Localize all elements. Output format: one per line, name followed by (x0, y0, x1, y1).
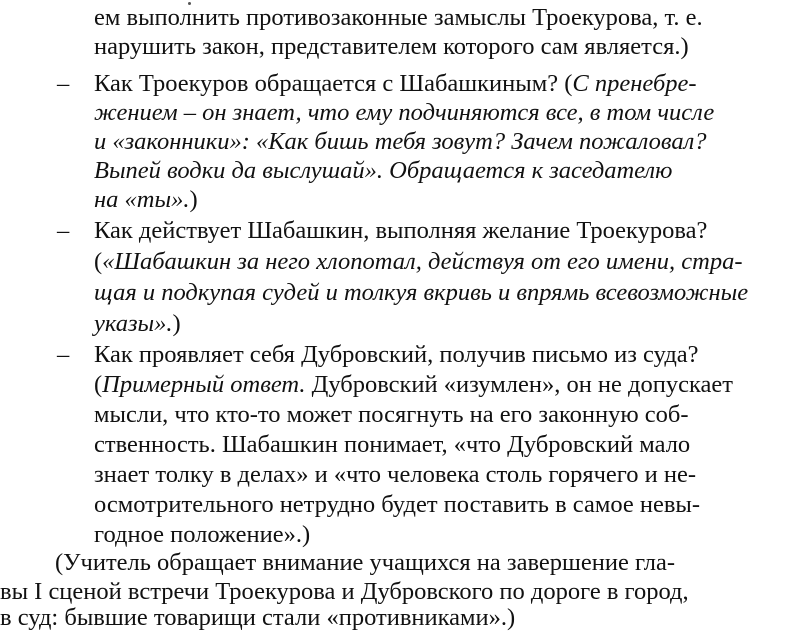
text-segment: в суд: бывшие товарищи стали «противниками».) (0, 604, 516, 631)
text-line (94, 3, 703, 32)
text-segment: вы I сценой встречи Троекурова и Дубровского по дороге в город, (0, 578, 689, 605)
answer-line (94, 309, 181, 338)
text-segment: ) (189, 186, 198, 213)
answer-line (94, 127, 707, 156)
text-line (94, 32, 689, 61)
text-segment: Дубровский «изумлен», он не допускает (305, 371, 733, 398)
italic-text: и «законники»: «Как бишь тебя зовут? Зачем пожаловал? (94, 128, 707, 155)
italic-text: жением – он знает, что ему подчиняются все, в том числе (94, 99, 715, 126)
italic-text: на «ты». (94, 186, 190, 213)
question-line (94, 340, 699, 369)
answer-line (94, 156, 672, 185)
text-segment: ем выполнить противозаконные замыслы Троекурова, т. е. (94, 4, 703, 31)
italic-text: указы». (94, 310, 173, 337)
answer-line (94, 185, 198, 214)
text-segment: Как Троекуров обращается с Шабашкиным? ( (94, 70, 573, 97)
answer-line (94, 490, 700, 519)
answer-line (94, 520, 310, 549)
paragraph-line (0, 603, 515, 632)
answer-line (94, 247, 743, 276)
text-segment: Как действует Шабашкин, выполняя желание Троекурова? (94, 217, 708, 244)
text-segment: (Учитель обращает внимание учащихся на завершение гла- (55, 549, 676, 576)
paragraph-line (55, 548, 675, 577)
list-dash: – (57, 217, 70, 244)
text-segment: ( (94, 248, 103, 275)
text-segment: ) (172, 310, 181, 337)
text-segment: ственность. Шабашкин понимает, «что Дубровский мало (94, 431, 691, 458)
answer-line (94, 98, 714, 127)
text-segment: Как проявляет себя Дубровский, получив письмо из суда? (94, 341, 699, 368)
question-line (94, 216, 707, 245)
text-segment: ( (94, 371, 103, 398)
list-dash: – (57, 70, 70, 97)
italic-text: «Шабашкин за него хлопотал, действуя от его имени, стра- (102, 248, 743, 275)
answer-line (94, 278, 748, 307)
text-segment: осмотрительного нетрудно будет поставить в самое невы- (94, 491, 701, 518)
italic-text: щая и подкупая судей и толкуя вкривь и впрямь всевозможные (94, 279, 749, 306)
answer-line (94, 400, 689, 429)
italic-text: Примерный ответ. (102, 371, 306, 398)
list-dash: – (57, 341, 70, 368)
question-line (94, 69, 697, 98)
answer-line (94, 460, 696, 489)
answer-line (94, 430, 690, 459)
italic-text: Выпей водки да выслушай». Обращается к заседателю (94, 157, 673, 184)
italic-text: С пренебре- (572, 70, 697, 97)
text-segment: мысли, что кто-то может посягнуть на его законную соб- (94, 401, 689, 428)
paragraph-line (0, 577, 689, 606)
text-segment: годное положение».) (94, 521, 311, 548)
text-segment: нарушить закон, представителем которого сам является.) (94, 33, 689, 60)
text-segment: знает толку в делах» и «что человека столь горячего и не- (94, 461, 696, 488)
answer-line (94, 370, 733, 399)
